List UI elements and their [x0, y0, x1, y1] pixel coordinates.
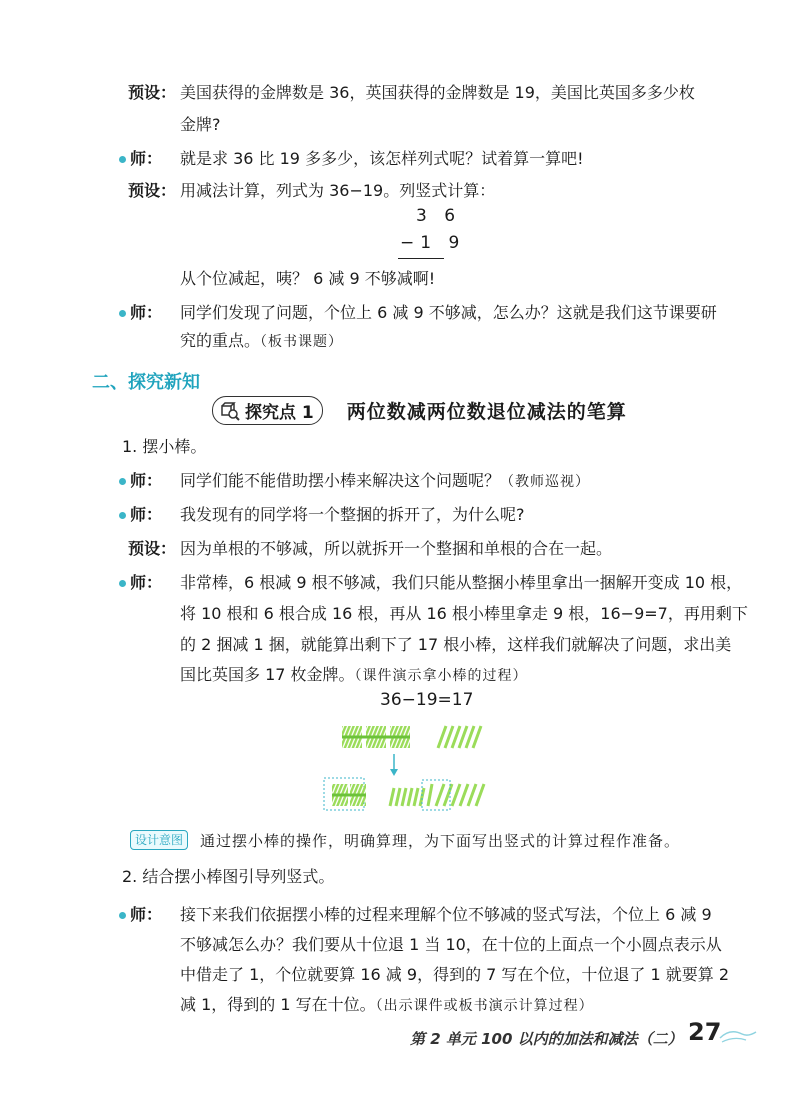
teacher-text: 的 2 捆减 1 捆，就能算出剩下了 17 根小棒，这样我们就解决了问题，求出美	[180, 635, 732, 654]
teacher-text-part: 同学们能不能借助摆小棒来解决这个问题呢？	[180, 471, 501, 490]
bullet-dot-icon	[119, 156, 126, 163]
single-sticks-bottom	[390, 784, 484, 806]
bullet-dot-icon	[119, 478, 126, 485]
footer-unit: 第 2 单元 100 以内的加法和减法（二）	[410, 1030, 683, 1048]
explore-point	[212, 396, 627, 425]
stick-bundles-bottom	[324, 778, 366, 810]
vertical-line	[398, 258, 444, 259]
preset-text: 用减法计算，列式为 36−19。列竖式计算：	[180, 181, 496, 200]
bullet-dot-icon	[119, 310, 126, 317]
explore-badge	[212, 396, 323, 425]
teacher-text: 我发现有的同学将一个整捆的拆开了，为什么呢?	[180, 505, 525, 524]
bullet-dot-icon	[119, 512, 126, 519]
preset-tag: 预设：	[128, 83, 177, 102]
preset-text: 从个位减起，咦？ 6 减 9 不够减啊!	[180, 269, 436, 288]
preset-tag: 预设：	[128, 181, 177, 200]
teacher-text-part: 究的重点。	[180, 331, 261, 350]
teacher-text: 就是求 36 比 19 多多少，该怎样列式呢？试着算一算吧!	[180, 149, 584, 168]
single-sticks-top	[438, 726, 481, 748]
teacher-text: 非常棒，6 根减 9 根不够减，我们只能从整捆小棒里拿出一捆解开变成 10 根，	[180, 573, 743, 592]
teacher-tag: 师：	[130, 471, 163, 490]
vertical-top: 3 6	[416, 206, 462, 226]
teacher-tag: 师：	[130, 149, 163, 168]
teacher-text: 同学们发现了问题，个位上 6 减 9 不够减，怎么办？这就是我们这节课要研	[180, 303, 717, 322]
bullet-dot-icon	[119, 912, 126, 919]
bullet-dot-icon	[119, 580, 126, 587]
teacher-text-part: 国比英国多 17 枚金牌。	[180, 665, 355, 684]
preset-text: 美国获得的金牌数是 36，英国获得的金牌数是 19，美国比英国多多少枚	[180, 83, 695, 102]
preset-text: 金牌?	[180, 115, 221, 134]
design-intent-text: 通过摆小棒的操作，明确算理，为下面写出竖式的计算过程作准备。	[200, 832, 681, 850]
teacher-text	[180, 468, 590, 495]
sticks-illustration	[318, 722, 498, 818]
teacher-text: 不够减怎么办？我们要从十位退 1 当 10，在十位的上面点一个小圆点表示从	[180, 935, 722, 954]
section-heading: 二、探究新知	[92, 372, 200, 393]
board-note: （课件演示拿小棒的过程）	[354, 668, 528, 684]
page-number: 27	[688, 1018, 722, 1046]
stick-bundles-top	[342, 726, 410, 748]
teacher-text-part: 减 1，得到的 1 写在十位。	[180, 995, 376, 1014]
teacher-tag: 师：	[130, 573, 163, 592]
step-label: 1. 摆小棒。	[122, 437, 207, 456]
equation: 36−19=17	[380, 690, 474, 710]
board-note: （出示课件或板书演示计算过程）	[375, 998, 594, 1014]
teacher-text	[180, 662, 528, 689]
explore-badge-label: 探究点 1	[245, 403, 314, 423]
magnifier-cube-icon	[219, 401, 241, 421]
teacher-text	[180, 992, 594, 1019]
teacher-tag: 师：	[130, 303, 163, 322]
teacher-tag: 师：	[130, 505, 163, 524]
design-intent-tag: 设计意图	[130, 830, 188, 850]
teacher-tag: 师：	[130, 905, 163, 924]
leaf-swirl-icon	[718, 1026, 758, 1046]
board-note: （教师巡视）	[500, 474, 591, 490]
preset-tag: 预设：	[128, 539, 177, 558]
explore-title: 两位数减两位数退位减法的笔算	[346, 401, 627, 423]
teacher-text: 中借走了 1，个位就要算 16 减 9，得到的 7 写在个位，十位退了 1 就要算 2	[180, 965, 730, 984]
board-note: （板书课题）	[260, 334, 344, 350]
teacher-text: 接下来我们依据摆小棒的过程来理解个位不够减的竖式写法，个位上 6 减 9	[180, 905, 712, 924]
down-arrow-icon	[390, 754, 398, 776]
vertical-bottom: −1 9	[400, 233, 466, 253]
preset-text: 因为单根的不够减，所以就拆开一个整捆和单根的合在一起。	[180, 539, 613, 558]
teacher-text	[180, 328, 343, 355]
step-label: 2. 结合摆小棒图引导列竖式。	[122, 867, 335, 886]
teacher-text: 将 10 根和 6 根合成 16 根，再从 16 根小棒里拿走 9 根，16−9=7，再用剩下	[180, 604, 748, 623]
